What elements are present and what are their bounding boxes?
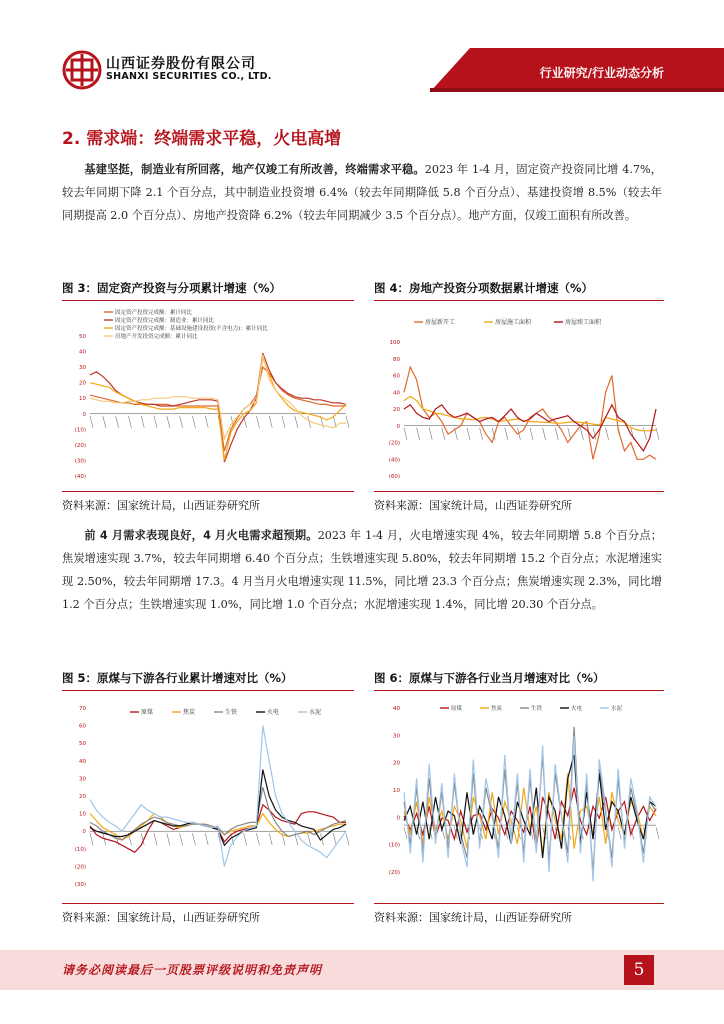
x-tick-label [192,416,195,428]
section-title: 2. 需求端：终端需求平稳，火电高增 [62,129,342,149]
y-tick-label: (10) [388,842,400,849]
legend-label: 固定资产投资完成额：基础设施建设投资(不含电力)：累计同比 [115,326,268,332]
disclaimer-notice: 请务必阅读最后一页股票评级说明和免责声明 [62,963,323,977]
x-tick-label [154,833,157,845]
figure-4-bottom-rule [374,491,664,492]
legend-label: 水泥 [309,709,322,716]
x-tick-label [656,428,659,440]
y-tick-label: 80 [393,356,400,363]
x-tick-label [606,428,609,440]
y-tick-label: (60) [388,474,400,480]
series-line [404,727,656,872]
series-line [90,787,346,840]
y-tick-label: 0 [82,829,86,836]
figure-6-bottom-rule [374,903,664,904]
series-line [404,367,656,459]
y-tick-label: (20) [74,864,86,871]
x-tick-label [90,416,93,428]
y-tick-label: 40 [79,758,86,765]
page-header [0,0,724,110]
x-tick-label [192,833,195,845]
legend-label: 房屋新开工 [425,319,456,326]
figure-6-chart [374,696,664,896]
y-tick-label: 20 [393,407,400,413]
x-tick-label [530,428,533,440]
legend-label: 焦炭 [183,709,196,716]
y-tick-label: 40 [79,349,86,356]
x-tick-label [580,428,583,440]
paragraph-body: 2023 年 1-4 月，火电增速实现 4%，较去年同期增 5.8 个百分点；焦炭增速实现 3.7%，较去年同期增 6.40 个百分点；生铁增速实现 5.80%，较去年同期增 15.2 个百分点；水泥增速实现 2.50%，较去年同期增 17.3。4 月当月火电增速实现 11.5%，同比增 23.3 个百分点；焦炭增速实现 2.3%，同比增 1.2 个百分点；生铁增速实现 1.0%，同比增 1.0 个百分点；水泥增速实现 1.4%，同比增 20.30 个百分点。 [62,529,662,611]
x-tick-label [295,416,298,428]
y-tick-label: 20 [393,760,400,767]
series-line [90,726,346,867]
company-name-en: SHANXI SECURITIES CO., LTD. [106,71,272,82]
y-tick-label: (20) [388,870,400,876]
figure-4-rule [374,300,664,301]
company-logo-icon [62,50,102,90]
y-tick-label: (10) [74,427,86,434]
legend-label: 固定资产投资完成额：制造业：累计同比 [115,318,215,324]
y-tick-label: (30) [74,882,86,888]
y-tick-label: (30) [74,458,86,465]
figure-5-bottom-rule [62,903,354,904]
series-line [90,358,346,461]
y-tick-label: 20 [79,380,86,387]
figure-6-rule [374,690,664,691]
x-tick-label [480,428,483,440]
x-tick-label [442,428,445,440]
y-tick-label: 100 [389,340,400,346]
x-tick-label [346,416,349,428]
x-tick-label [141,416,144,428]
x-tick-label [269,416,272,428]
y-tick-label: (40) [388,457,400,464]
x-tick-label [656,827,659,839]
x-tick-label [417,428,420,440]
paragraph-body: 2023 年 1-4 月，固定资产投资同比增 4.7%，较去年同期下降 2.1 个百分点，其中制造业投资增 6.4%（较去年同期降低 5.8 个百分点）、基建投资增 8.5%（较去年同期提高 2.0 个百分点）、房地产投资降 6.2%（较去年同期减少 3.5 个百分点）。地产方面，仅竣工面积有所改善。 [62,163,662,222]
x-tick-label [505,428,508,440]
legend-label: 固定资产投资完成额：累计同比 [115,310,193,316]
x-tick-label [543,428,546,440]
report-category: 行业研究/行业动态分析 [539,66,664,80]
legend-label: 火电 [267,709,280,716]
y-tick-label: 60 [393,373,400,380]
x-tick-label [167,833,170,845]
x-tick-label [205,416,208,428]
y-tick-label: 10 [393,788,400,794]
y-tick-label: (20) [74,442,86,449]
legend-label: 房屋施工面积 [495,319,532,326]
x-tick-label [180,416,183,428]
figure-5-title: 图 5：原煤与下游各行业累计增速对比（%） [62,671,293,685]
y-tick-label: 0 [396,815,400,822]
y-tick-label: (10) [74,846,86,853]
x-tick-label [568,428,571,440]
paragraph-lead: 前 4 月需求表现良好，4 月火电需求超预期。 [84,529,318,542]
paragraph-lead: 基建坚挺，制造业有所回落，地产仅竣工有所改善，终端需求平稳。 [84,163,425,176]
y-tick-label: 70 [79,706,86,712]
y-tick-label: (40) [74,474,86,480]
series-line [90,355,346,439]
x-tick-label [555,428,558,440]
legend-label: 原煤 [141,709,154,716]
x-tick-label [429,428,432,440]
legend-label: 房屋竣工面积 [565,319,602,326]
legend-label: 原煤 [451,706,463,712]
x-tick-label [256,416,259,428]
y-tick-label: 40 [393,390,400,397]
x-tick-label [116,416,119,428]
legend-label: 焦炭 [491,706,503,712]
figure-3-rule [62,300,354,301]
legend-label: 房地产开发投资完成额：累计同比 [115,334,198,340]
y-tick-label: 0 [396,423,400,430]
y-tick-label: 0 [82,411,86,418]
x-tick-label [128,416,131,428]
y-tick-label: 50 [79,334,86,340]
figure-4-chart [374,306,664,488]
x-tick-label [404,827,407,839]
figure-5-rule [62,690,354,691]
page-number: 5 [624,955,654,985]
y-tick-label: 30 [79,365,86,372]
x-tick-label [167,416,170,428]
y-tick-label: 60 [79,723,86,730]
y-tick-label: 20 [79,794,86,800]
x-tick-label [244,833,247,845]
x-tick-label [269,833,272,845]
figure-3-source: 资料来源：国家统计局，山西证券研究所 [62,499,260,512]
legend-label: 火电 [571,706,583,712]
x-tick-label [90,833,93,845]
figure-3-title: 图 3：固定资产投资与分项累计增速（%） [62,281,282,295]
x-tick-label [404,428,407,440]
y-tick-label: 30 [79,776,86,783]
figure-6-title: 图 6：原煤与下游各行业当月增速对比（%） [374,671,605,685]
y-tick-label: 10 [79,396,86,403]
paragraph-investment [62,158,662,227]
x-tick-label [103,416,106,428]
x-tick-label [308,833,311,845]
y-tick-label: (20) [388,440,400,447]
y-tick-label: 10 [79,811,86,818]
x-tick-label [618,827,621,839]
figure-6-source: 资料来源：国家统计局，山西证券研究所 [374,911,572,924]
figure-5-chart [62,696,354,896]
figure-5-source: 资料来源：国家统计局，山西证券研究所 [62,911,260,924]
x-tick-label [154,416,157,428]
figure-4-title: 图 4：房地产投资分项数据累计增速（%） [374,281,594,295]
legend-label: 水泥 [611,706,623,712]
legend-label: 生铁 [531,706,543,712]
x-tick-label [256,833,259,845]
x-tick-label [346,833,349,845]
y-tick-label: 50 [79,741,86,748]
y-tick-label: 40 [393,706,400,712]
figure-3-chart [62,306,354,488]
figure-4-source: 资料来源：国家统计局，山西证券研究所 [374,499,572,512]
paragraph-demand [62,524,662,616]
company-name-cn: 山西证券股份有限公司 [106,56,256,72]
x-tick-label [643,428,646,440]
figure-3-bottom-rule [62,491,354,492]
legend-label: 生铁 [225,709,238,716]
x-tick-label [467,428,470,440]
x-tick-label [180,833,183,845]
x-tick-label [205,833,208,845]
x-tick-label [333,833,336,845]
y-tick-label: 30 [393,733,400,740]
x-tick-label [282,416,285,428]
